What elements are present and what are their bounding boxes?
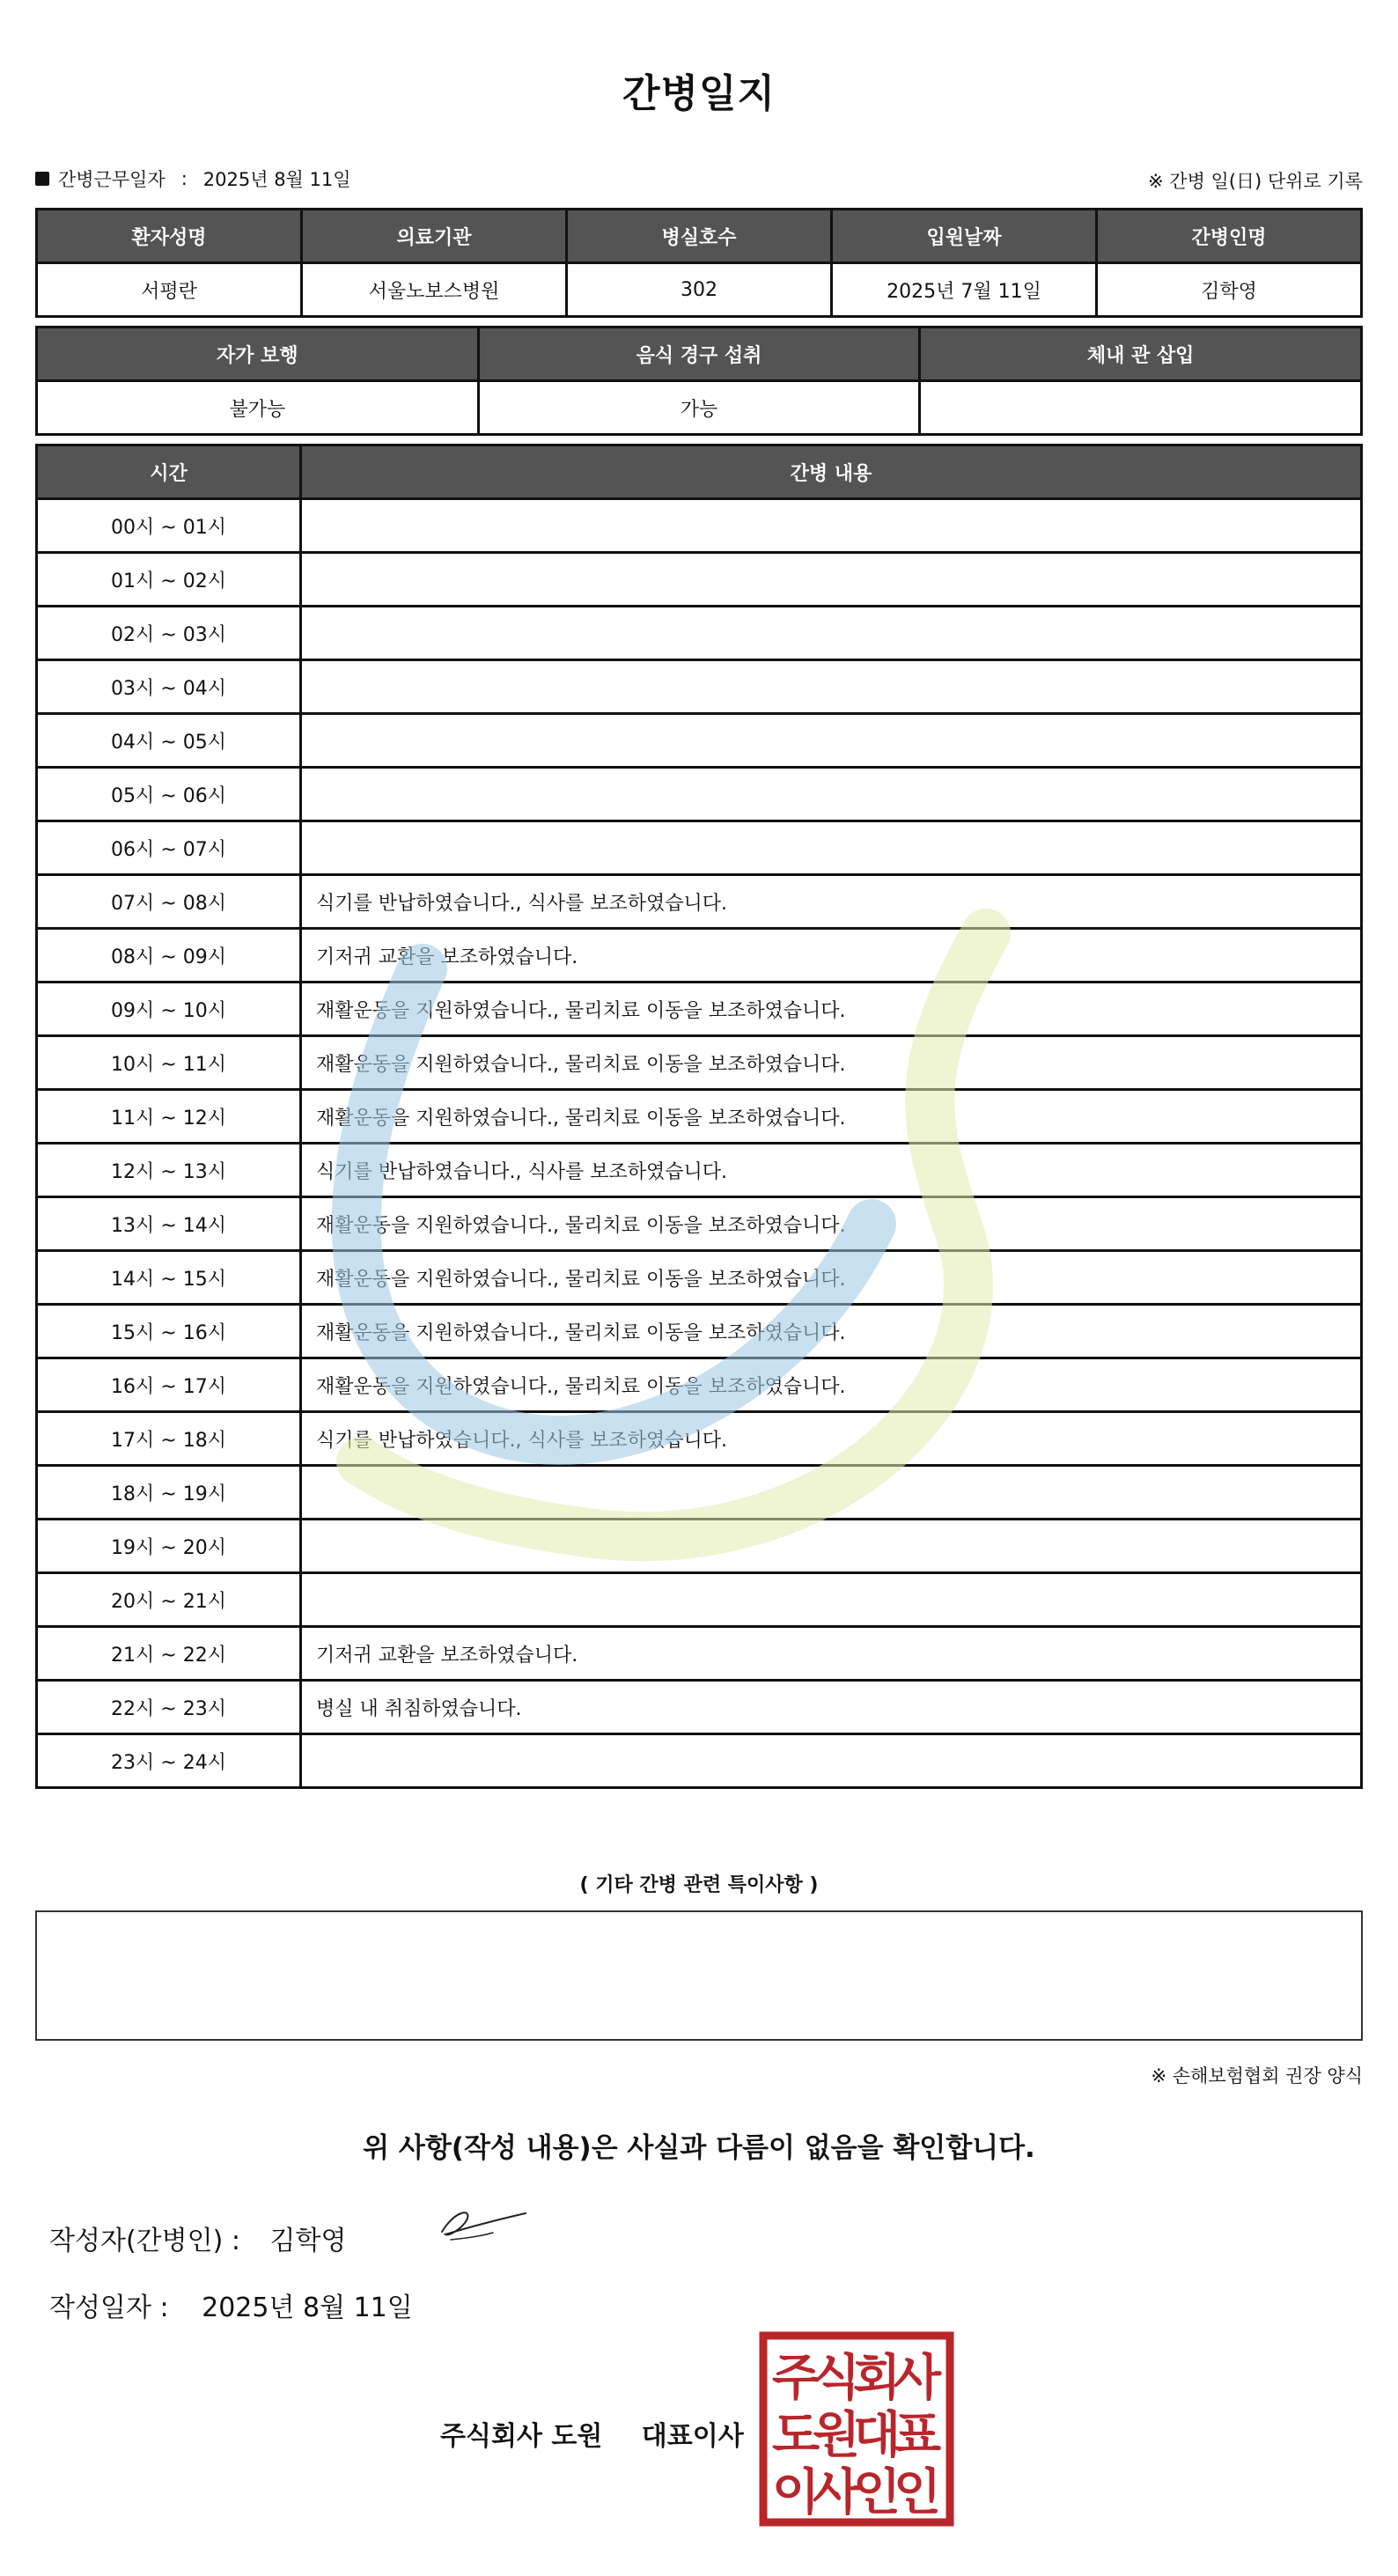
svg-text:대: 대 — [852, 2407, 901, 2464]
care-log-row — [37, 1412, 1362, 1466]
written-date-label: 작성일자 : — [49, 2293, 169, 2323]
care-log-time: 13시 ~ 14시 — [37, 1197, 301, 1251]
care-log-time: 03시 ~ 04시 — [37, 660, 301, 714]
care-log-content — [301, 1520, 1362, 1573]
written-date-value: 2025년 8월 11일 — [202, 2293, 413, 2323]
care-log-content: 병실 내 취침하였습니다. — [301, 1681, 1362, 1734]
header-caregiver-name: 간병인명 — [1097, 210, 1362, 263]
patient-status-value-row — [37, 381, 1362, 435]
care-log-time: 08시 ~ 09시 — [37, 929, 301, 983]
care-log-content — [301, 660, 1362, 714]
care-log-row — [37, 1197, 1362, 1251]
care-log-row — [37, 1734, 1362, 1788]
header-patient-name: 환자성명 — [37, 210, 302, 263]
care-log-time: 01시 ~ 02시 — [37, 553, 301, 607]
care-log-time: 12시 ~ 13시 — [37, 1144, 301, 1197]
svg-text:이: 이 — [771, 2464, 820, 2521]
care-log-content: 재활운동을 지원하였습니다., 물리치료 이동을 보조하였습니다. — [301, 1358, 1362, 1412]
care-log-row — [37, 1036, 1362, 1090]
patient-status-table — [35, 326, 1363, 436]
care-log-time: 15시 ~ 16시 — [37, 1305, 301, 1358]
care-log-row — [37, 1520, 1362, 1573]
walking-value: 불가능 — [37, 381, 479, 435]
header-hospital: 의료기관 — [302, 210, 567, 263]
care-log-time: 22시 ~ 23시 — [37, 1681, 301, 1734]
patient-info-value-row — [37, 263, 1362, 317]
author-label: 작성자(간병인) : — [49, 2226, 240, 2256]
page-title: 간병일지 — [622, 71, 776, 116]
care-log-row — [37, 875, 1362, 929]
care-log-time: 02시 ~ 03시 — [37, 607, 301, 660]
care-log-row — [37, 607, 1362, 660]
svg-text:회: 회 — [852, 2350, 901, 2407]
patient-status-header-row — [37, 328, 1362, 381]
care-log-row — [37, 1627, 1362, 1681]
care-log-content — [301, 1734, 1362, 1788]
care-log-content — [301, 714, 1362, 768]
care-log-row — [37, 1251, 1362, 1305]
care-log-table — [35, 444, 1363, 1789]
care-log-row — [37, 1305, 1362, 1358]
care-log-time: 10시 ~ 11시 — [37, 1036, 301, 1090]
care-log-time: 06시 ~ 07시 — [37, 821, 301, 875]
care-log-time: 19시 ~ 20시 — [37, 1520, 301, 1573]
care-log-content: 식기를 반납하였습니다., 식사를 보조하였습니다. — [301, 1144, 1362, 1197]
patient-info-table — [35, 208, 1363, 318]
care-log-row — [37, 553, 1362, 607]
svg-text:사: 사 — [812, 2464, 861, 2521]
work-date-value: 2025년 8월 11일 — [202, 169, 351, 190]
patient-info-header-row — [37, 210, 1362, 263]
care-log-content: 재활운동을 지원하였습니다., 물리치료 이동을 보조하였습니다. — [301, 1251, 1362, 1305]
care-log-content: 기저귀 교환을 보조하였습니다. — [301, 929, 1362, 983]
care-log-content — [301, 1573, 1362, 1627]
care-log-row — [37, 1681, 1362, 1734]
written-date-row — [49, 2285, 413, 2324]
svg-text:식: 식 — [812, 2350, 861, 2407]
care-log-row — [37, 929, 1362, 983]
care-log-time: 14시 ~ 15시 — [37, 1251, 301, 1305]
form-footnote: ※ 손해보험협회 권장 양식 — [1151, 2065, 1363, 2087]
patient-name: 서평란 — [37, 263, 302, 317]
work-date-label: 간병근무일자 — [58, 169, 166, 190]
care-log-row — [37, 768, 1362, 821]
care-log-time: 23시 ~ 24시 — [37, 1734, 301, 1788]
svg-text:인: 인 — [893, 2464, 942, 2521]
company-seal — [759, 2331, 954, 2527]
care-log-time: 16시 ~ 17시 — [37, 1358, 301, 1412]
care-log-content: 재활운동을 지원하였습니다., 물리치료 이동을 보조하였습니다. — [301, 1090, 1362, 1144]
svg-text:인: 인 — [852, 2464, 901, 2521]
header-tube: 체내 관 삽입 — [920, 328, 1362, 381]
work-date-colon: : — [180, 168, 188, 189]
care-log-row — [37, 1466, 1362, 1520]
bullet-square-icon — [35, 172, 49, 186]
care-log-time: 18시 ~ 19시 — [37, 1466, 301, 1520]
svg-text:도: 도 — [771, 2407, 820, 2464]
care-log-content: 식기를 반납하였습니다., 식사를 보조하였습니다. — [301, 1412, 1362, 1466]
care-log-time: 20시 ~ 21시 — [37, 1573, 301, 1627]
svg-text:주: 주 — [771, 2350, 820, 2407]
svg-text:사: 사 — [893, 2350, 942, 2407]
care-log-content: 재활운동을 지원하였습니다., 물리치료 이동을 보조하였습니다. — [301, 1197, 1362, 1251]
header-walking: 자가 보행 — [37, 328, 479, 381]
care-log-row — [37, 1358, 1362, 1412]
care-log-content — [301, 821, 1362, 875]
care-log-content — [301, 768, 1362, 821]
care-log-time: 21시 ~ 22시 — [37, 1627, 301, 1681]
care-log-content — [301, 1466, 1362, 1520]
svg-text:표: 표 — [893, 2407, 942, 2464]
work-date-row — [35, 166, 351, 192]
care-log-time: 07시 ~ 08시 — [37, 875, 301, 929]
header-time: 시간 — [37, 445, 301, 499]
company-ceo-title: 대표이사 — [641, 2421, 744, 2452]
care-log-time: 00시 ~ 01시 — [37, 499, 301, 553]
care-log-content: 재활운동을 지원하였습니다., 물리치료 이동을 보조하였습니다. — [301, 983, 1362, 1036]
room-number: 302 — [567, 263, 832, 317]
care-log-time: 05시 ~ 06시 — [37, 768, 301, 821]
caregiver-name: 김학영 — [1097, 263, 1362, 317]
care-log-content: 재활운동을 지원하였습니다., 물리치료 이동을 보조하였습니다. — [301, 1305, 1362, 1358]
company-line — [440, 2414, 744, 2453]
unit-note: ※ 간병 일(日) 단위로 기록 — [1148, 171, 1363, 192]
care-log-content: 기저귀 교환을 보조하였습니다. — [301, 1627, 1362, 1681]
care-log-row — [37, 1573, 1362, 1627]
company-name: 주식회사 도원 — [440, 2421, 603, 2452]
svg-text:원: 원 — [812, 2407, 861, 2464]
care-log-row — [37, 983, 1362, 1036]
care-log-time: 17시 ~ 18시 — [37, 1412, 301, 1466]
header-room: 병실호수 — [567, 210, 832, 263]
care-log-row — [37, 1090, 1362, 1144]
care-log-time: 09시 ~ 10시 — [37, 983, 301, 1036]
care-log-content — [301, 607, 1362, 660]
care-log-row — [37, 714, 1362, 768]
header-care-content: 간병 내용 — [301, 445, 1362, 499]
care-log-time: 11시 ~ 12시 — [37, 1090, 301, 1144]
special-notes-box — [35, 1910, 1363, 2041]
oral-intake-value: 가능 — [478, 381, 920, 435]
care-log-row — [37, 660, 1362, 714]
care-log-header-row — [37, 445, 1362, 499]
hospital-name: 서울노보스병원 — [302, 263, 567, 317]
care-log-content — [301, 499, 1362, 553]
care-log-row — [37, 499, 1362, 553]
care-log-row — [37, 821, 1362, 875]
special-notes-title: ( 기타 간병 관련 특이사항 ) — [579, 1874, 819, 1896]
care-log-row — [37, 1144, 1362, 1197]
header-oral-intake: 음식 경구 섭취 — [478, 328, 920, 381]
author-name: 김학영 — [269, 2226, 347, 2256]
confirmation-statement: 위 사항(작성 내용)은 사실과 다름이 없음을 확인합니다. — [363, 2132, 1035, 2164]
care-log-content: 식기를 반납하였습니다., 식사를 보조하였습니다. — [301, 875, 1362, 929]
care-log-content — [301, 553, 1362, 607]
tube-value — [920, 381, 1362, 435]
handwritten-signature — [433, 2201, 530, 2245]
care-log-time: 04시 ~ 05시 — [37, 714, 301, 768]
care-log-content: 재활운동을 지원하였습니다., 물리치료 이동을 보조하였습니다. — [301, 1036, 1362, 1090]
admission-date: 2025년 7월 11일 — [832, 263, 1097, 317]
header-admission-date: 입원날짜 — [832, 210, 1097, 263]
author-row — [49, 2219, 346, 2257]
